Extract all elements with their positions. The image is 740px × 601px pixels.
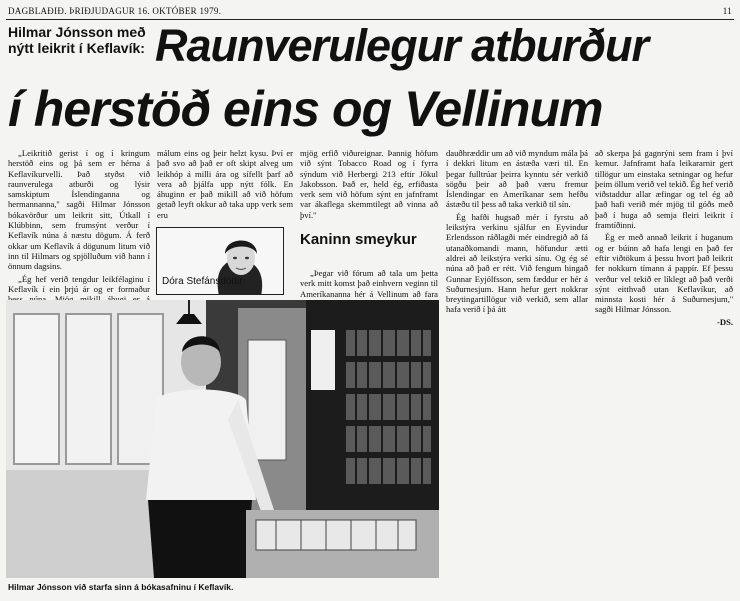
- article-column-5: [595, 148, 733, 327]
- page-header: [8, 6, 732, 18]
- paragraph: að skerpa þá gagnrýni sem fram í því kemur. Jafnframt hafa leikararnir gert tillögur um einstaka setningar og hefur þeim öllum verið vel tekið. Ég hef verið viðstaddur allar æfingar og tel ég að það hafi verið mér mjög til góðs með það í huga að semja fleiri leikrit í framtíðinni.: [595, 148, 733, 231]
- paragraph: dauðhræddir um að við myndum mála þá í dekkri litum en ástæða væri til. En þegar fulltrúar þeirra kynntu sér verkið sögðu þeir að það væru fremur Íslendingar en Ameríkanar sem hefðu ástæðu til þess að taka verkið til sín.: [446, 148, 588, 210]
- headline-line-2: í herstöð eins og Vellinum: [8, 81, 603, 137]
- headline-line-1: Raunverulegur atburður: [155, 20, 649, 71]
- author-signature: -DS.: [717, 316, 733, 327]
- paragraph: „Leikritið gerist í og í kringum herstöð eins og þá sem er hérna á Keflavíkurvelli. Það styðst við raunverulega atburði og lýsir samskiptum Íslendinganna og hermannanna,'' sagði Hilmar Jónsson bókavörður um leikrit sitt, Útkall í Klúbbinn, sem frumsýnt verður í Keflavík núna á næstu dögum. Á ferð okkar um Keflavík á dögunum litum við inn til Hilmars og spjölluðum við hann í önnum dagsins.: [8, 148, 150, 272]
- masthead-date: DAGBLAÐIÐ. ÞRIÐJUDAGUR 16. OKTÓBER 1979.: [8, 6, 222, 16]
- kicker: Hilmar Jónsson með nýtt leikrit í Keflavík:: [8, 24, 146, 56]
- portrait-caption: Dóra Stefánsdóttir: [162, 276, 243, 287]
- paragraph: Ég er með annað leikrit í huganum og er búinn að hafa lengi en það fer eftir viðtökum á þessu hvort það leikrit fer nokkurn tímann á pappír. Ef þessu verður vel tekið er líklegt að það verði sýnt eitthvað utan Keflavíkur, að minnsta kosti hér á Suðurnesjum,'' sagði Hilmar Jónsson.: [595, 232, 733, 315]
- photo-caption: Hilmar Jónsson við starfa sinn á bókasafninu í Keflavík.: [8, 582, 234, 592]
- article-column-3: [300, 148, 438, 222]
- subheading: Kaninn smeykur: [300, 231, 417, 248]
- article-column-2: [157, 148, 293, 222]
- paragraph: málum eins og þeir helzt kysu. Því er það svo að það er oft skipt alveg um leikhóp á milli ára og sífellt þarf að vera að þjálfa upp nýtt fólk. En áhuginn er það mikill að við höfum getað leyft okkur að taka upp verk sem eru: [157, 148, 293, 220]
- paragraph: „Ég hef verið tengdur leikfélaginu í Keflavík í ein þrjú ár og er formaður: [8, 273, 150, 294]
- paragraph: „Þegar við fórum að tala um þetta verk mitt komst það einhvern veginn til Ameríkananna hér á Vellinum að fara: [300, 268, 438, 299]
- photo-image: [6, 300, 439, 578]
- library-photo: [6, 300, 439, 578]
- article-column-4: [446, 148, 588, 317]
- paragraph: Ég hafði hugsað mér í fyrstu að leikstýra verkinu sjálfur en Eyvindur Erlendsson ráðlagði mér eindregið að fá utanaðkomandi mann, höfundur ætti aldrei að leikstýra verki sínu. Og ég sé núna að það er rétt. Við fengum hingað Gunnar Eyjólfsson, sem fæddur er hér á Suðurnesjum. Hann hefur gert nokkrar breytingartillögur við verkið, sem allar hafa verið í þá átt: [446, 211, 588, 315]
- page-number: 11: [722, 6, 732, 16]
- paragraph: mjög erfið viðureignar. Þannig höfum við sýnt Tobacco Road og í fyrra sýndum við Herbergi 213 eftir Jökul Jakobsson. Það er, held ég, erfiðasta verk sem við höfum sýnt en jafnframt var ákaflega skemmtilegt að vinna að því.'': [300, 148, 438, 220]
